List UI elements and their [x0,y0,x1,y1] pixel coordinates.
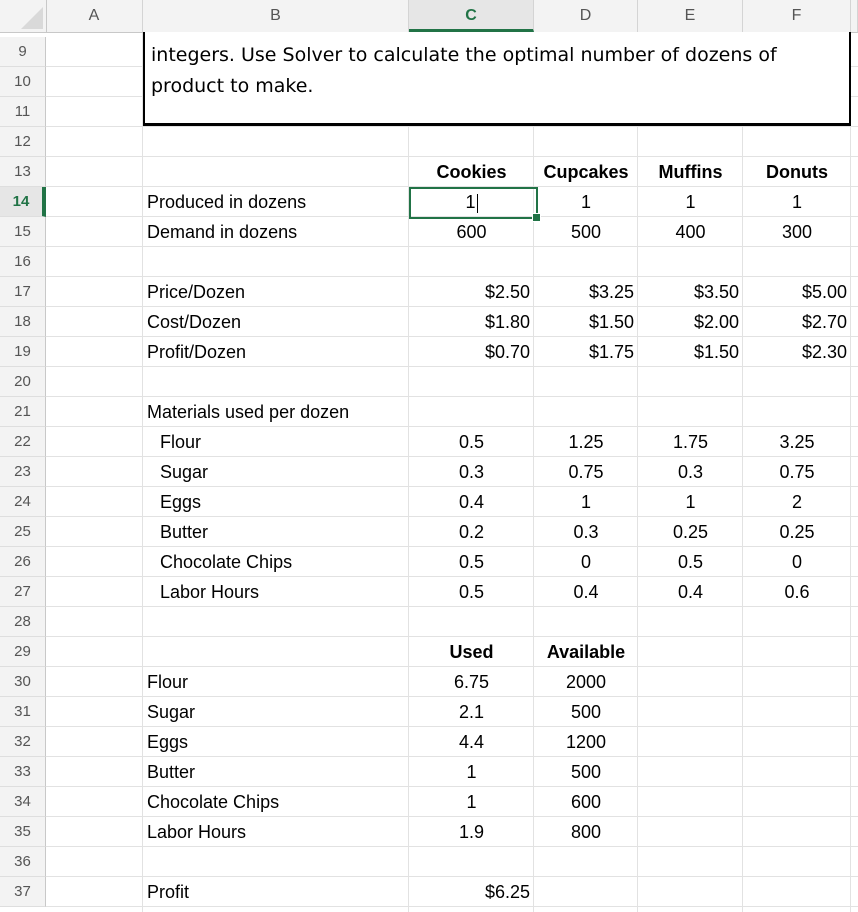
profit-per-donuts[interactable]: $2.30 [801,342,847,362]
row-header-28[interactable]: 28 [0,607,46,637]
row-header-18[interactable]: 18 [0,307,46,337]
demand-muffins[interactable]: 400 [675,222,706,242]
produced-label[interactable]: Produced in dozens [147,192,307,212]
available-header[interactable]: Available [546,642,626,662]
usage-available[interactable]: 1200 [565,732,607,752]
row-header-26[interactable]: 26 [0,547,46,577]
material-value[interactable]: 0.5 [458,552,485,572]
material-value[interactable]: 0.5 [458,582,485,602]
row-header-24[interactable]: 24 [0,487,46,517]
row-header-13[interactable]: 13 [0,157,46,187]
usage-available[interactable]: 800 [570,822,602,842]
row-header-33[interactable]: 33 [0,757,46,787]
row-header-23[interactable]: 23 [0,457,46,487]
produced-donuts[interactable]: 1 [791,192,802,212]
material-value[interactable]: 1 [685,492,696,512]
row-header-19[interactable]: 19 [0,337,46,367]
row-header-16[interactable]: 16 [0,247,46,277]
material-label[interactable]: Butter [160,522,209,542]
profit-per-muffins[interactable]: $1.50 [693,342,739,362]
column-header-b[interactable]: B [143,0,409,32]
row-gridline [46,126,858,127]
used-header[interactable]: Used [449,642,494,662]
material-value[interactable]: 0.4 [573,582,599,602]
row-header-37[interactable]: 37 [0,877,46,907]
product-header-donuts[interactable]: Donuts [766,162,828,182]
usage-available[interactable]: 500 [570,762,602,782]
material-value[interactable]: 0.5 [677,552,704,572]
usage-used[interactable]: 4.4 [458,732,485,752]
usage-label[interactable]: Labor Hours [147,822,247,842]
row-header-22[interactable]: 22 [0,427,46,457]
material-value[interactable]: 0.3 [573,522,599,542]
material-value[interactable]: 1 [580,492,591,512]
material-value[interactable]: 0.25 [779,522,815,542]
usage-used[interactable]: 1 [466,762,477,782]
price-donuts[interactable]: $5.00 [801,282,847,302]
profit-per-label[interactable]: Profit/Dozen [147,342,247,362]
row-header-35[interactable]: 35 [0,817,46,847]
product-header-cupcakes[interactable]: Cupcakes [543,162,629,182]
demand-cookies[interactable]: 600 [456,222,487,242]
usage-label[interactable]: Chocolate Chips [147,792,280,812]
profit-value[interactable]: $6.25 [484,882,530,902]
column-header-g[interactable] [851,0,858,32]
usage-used[interactable]: 1.9 [458,822,485,842]
price-label[interactable]: Price/Dozen [147,282,246,302]
row-header-31[interactable]: 31 [0,697,46,727]
usage-used[interactable]: 6.75 [453,672,490,692]
cost-cookies[interactable]: $1.80 [484,312,530,332]
material-value[interactable]: 0 [791,552,802,572]
row-header-27[interactable]: 27 [0,577,46,607]
usage-label[interactable]: Butter [147,762,196,782]
column-header-e[interactable]: E [638,0,743,32]
profit-per-cupcakes[interactable]: $1.75 [588,342,634,362]
textbox-line: integers. Use Solver to calculate the optimal number of dozens of [151,44,777,66]
material-value[interactable]: 2 [791,492,802,512]
produced-cupcakes[interactable]: 1 [580,192,591,212]
material-value[interactable]: 0.5 [458,432,485,452]
material-label[interactable]: Sugar [160,462,209,482]
product-header-cookies[interactable]: Cookies [436,162,507,182]
row-header-29[interactable]: 29 [0,637,46,667]
material-value[interactable]: 0.2 [458,522,485,542]
select-all-corner[interactable] [0,0,47,32]
textbox-line: product to make. [151,75,314,97]
usage-available[interactable]: 2000 [565,672,607,692]
cost-label[interactable]: Cost/Dozen [147,312,242,332]
material-label[interactable]: Flour [160,432,202,452]
select-all-icon [21,7,43,29]
fill-handle[interactable] [532,213,541,222]
material-label[interactable]: Chocolate Chips [160,552,293,572]
cost-donuts[interactable]: $2.70 [801,312,847,332]
row-header-9[interactable]: 9 [0,37,46,67]
produced-cookies-value: 1 [465,192,476,212]
row-header-20[interactable]: 20 [0,367,46,397]
demand-cupcakes[interactable]: 500 [570,222,602,242]
profit-per-cookies[interactable]: $0.70 [484,342,530,362]
row-header-36[interactable]: 36 [0,847,46,877]
column-header-d[interactable]: D [534,0,638,32]
demand-label[interactable]: Demand in dozens [147,222,298,242]
row-header-17[interactable]: 17 [0,277,46,307]
row-header-15[interactable]: 15 [0,217,46,247]
active-cell-selection [409,187,538,219]
cost-muffins[interactable]: $2.00 [693,312,739,332]
material-value[interactable]: 0.25 [672,522,709,542]
row-header-10[interactable]: 10 [0,67,46,97]
demand-donuts[interactable]: 300 [781,222,813,242]
material-value[interactable]: 0 [580,552,591,572]
row-header-12[interactable]: 12 [0,127,46,157]
material-value[interactable]: 0.4 [458,492,485,512]
price-cookies[interactable]: $2.50 [484,282,530,302]
price-muffins[interactable]: $3.50 [693,282,739,302]
material-value[interactable]: 0.6 [784,582,810,602]
row-header-21[interactable]: 21 [0,397,46,427]
instructions-textbox[interactable] [143,32,851,126]
row-header-25[interactable]: 25 [0,517,46,547]
usage-used[interactable]: 1 [466,792,477,812]
row-header-14[interactable]: 14 [0,187,46,217]
produced-muffins[interactable]: 1 [685,192,696,212]
material-value[interactable]: 0.3 [677,462,704,482]
materials-header[interactable]: Materials used per dozen [147,402,350,422]
cost-cupcakes[interactable]: $1.50 [588,312,634,332]
usage-label[interactable]: Flour [147,672,189,692]
material-value[interactable]: 0.3 [458,462,485,482]
usage-label[interactable]: Eggs [147,732,189,752]
material-value[interactable]: 1.25 [568,432,604,452]
usage-label[interactable]: Sugar [147,702,196,722]
material-value[interactable]: 3.25 [779,432,815,452]
material-value[interactable]: 0.4 [677,582,704,602]
material-label[interactable]: Labor Hours [160,582,260,602]
usage-available[interactable]: 600 [570,792,602,812]
profit-label[interactable]: Profit [147,882,190,902]
material-value[interactable]: 0.75 [779,462,815,482]
usage-available[interactable]: 500 [570,702,602,722]
usage-used[interactable]: 2.1 [458,702,485,722]
price-cupcakes[interactable]: $3.25 [588,282,634,302]
material-value[interactable]: 0.75 [568,462,604,482]
material-label[interactable]: Eggs [160,492,202,512]
row-header-34[interactable]: 34 [0,787,46,817]
product-header-muffins[interactable]: Muffins [658,162,723,182]
row-header-30[interactable]: 30 [0,667,46,697]
material-value[interactable]: 1.75 [672,432,709,452]
row-header-11[interactable]: 11 [0,97,46,127]
row-header-32[interactable]: 32 [0,727,46,757]
column-header-f[interactable]: F [743,0,851,32]
column-header-c[interactable]: C [409,0,534,32]
column-header-a[interactable]: A [46,0,143,32]
